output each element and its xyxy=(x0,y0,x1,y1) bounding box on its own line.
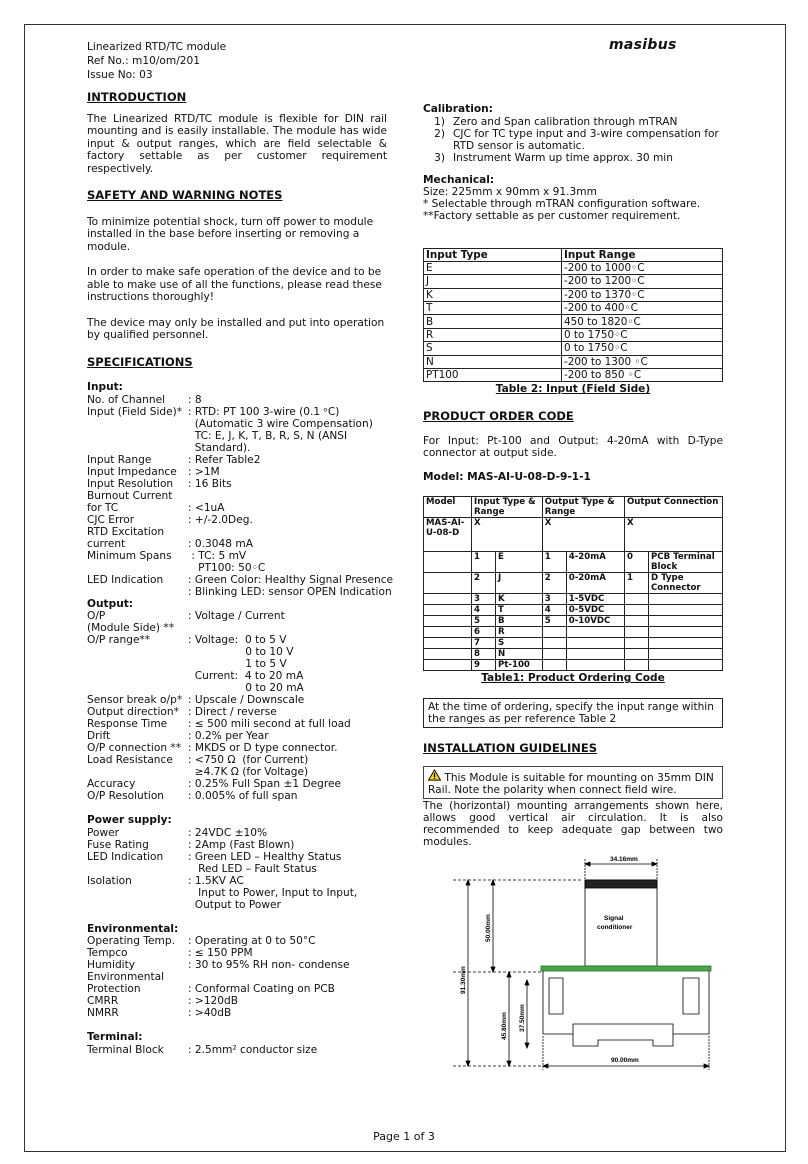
x-mark: X xyxy=(542,517,624,551)
dim-label: 90.00mm xyxy=(611,1057,639,1065)
power-heading: Power supply: xyxy=(87,814,172,827)
env-spec-list xyxy=(87,935,387,1019)
page-number: Page 1 of 3 xyxy=(373,1130,435,1143)
doc-issue: Issue No: 03 xyxy=(87,69,153,81)
dim-label: 91.30mm xyxy=(460,966,467,995)
module-label: conditioner xyxy=(597,924,633,932)
mechanical-heading: Mechanical: xyxy=(423,173,495,186)
spec-label: Input Impedance xyxy=(87,465,177,478)
mechanical-line: **Factory settable as per customer requirement. xyxy=(423,209,681,222)
spec-label: Protection xyxy=(87,983,141,996)
spec-label: Isolation xyxy=(87,874,132,887)
terminal-heading: Terminal: xyxy=(87,1031,143,1044)
spec-label: Input Resolution xyxy=(87,477,174,490)
spec-value: : Operating at 0 to 50°C xyxy=(188,935,316,948)
order-cell: 3 xyxy=(472,593,496,604)
masibus-logo: masibus xyxy=(609,37,677,53)
spec-value: : Refer Table2 xyxy=(188,453,261,466)
safety-p3: The device may only be installed and put into operation by qualified personnel. xyxy=(87,316,385,342)
spec-label: O/P range** xyxy=(87,634,151,647)
install-warning-text: This Module is suitable for mounting on 35mm DIN Rail. Note the polarity when connect field wire. xyxy=(428,772,714,797)
order-section xyxy=(423,410,723,729)
order-cell xyxy=(648,637,722,648)
spec-value xyxy=(188,622,387,634)
arrow xyxy=(507,1061,511,1066)
order-header: Model xyxy=(424,496,472,517)
order-cell xyxy=(542,626,566,637)
empty-cell xyxy=(424,626,472,637)
spec-label: No. of Channel xyxy=(87,393,166,406)
order-cell: 4 xyxy=(472,604,496,615)
spec-label: Tempco xyxy=(87,947,128,960)
order-code-table xyxy=(423,496,723,671)
spec-label: Burnout Current xyxy=(87,489,173,502)
spec-value: : Voltage / Current xyxy=(188,610,285,623)
order-cell: J xyxy=(496,572,543,593)
spec-value: : 2Amp (Fast Blown) xyxy=(188,838,295,851)
arrow xyxy=(507,972,511,977)
dim-label: 45.80mm xyxy=(501,1012,508,1041)
order-cell xyxy=(648,615,722,626)
order-header: Input Type & Range xyxy=(472,496,543,517)
output-heading: Output: xyxy=(87,597,134,610)
spec-value: : 2.5mm² conductor size xyxy=(188,1043,318,1056)
mechanical-line: Size: 225mm x 90mm x 91.3mm xyxy=(423,185,597,198)
mechanical-section xyxy=(423,174,723,222)
input-range-cell: 450 to 1820◦C xyxy=(562,315,723,328)
base-outline xyxy=(543,971,709,1034)
order-header: Output Connection xyxy=(624,496,722,517)
order-cell xyxy=(624,648,648,659)
order-heading: PRODUCT ORDER CODE xyxy=(423,408,574,423)
order-cell: Pt-100 xyxy=(496,659,543,670)
dim-label: 34.16mm xyxy=(610,856,638,864)
mounting-diagram xyxy=(423,854,723,1084)
spec-value: : 0.005% of full span xyxy=(188,790,298,803)
order-cell: 1 xyxy=(542,551,566,572)
spec-value: : +/-2.0Deg. xyxy=(188,513,253,526)
empty-cell xyxy=(424,637,472,648)
spec-label: Response Time xyxy=(87,718,168,731)
input-type-cell: K xyxy=(424,288,562,301)
spec-label: Drift xyxy=(87,730,111,743)
spec-value: : Direct / reverse xyxy=(188,706,277,719)
spec-value: : 16 Bits xyxy=(188,477,232,490)
input-range-cell: -200 to 1000◦C xyxy=(562,261,723,274)
input-type-cell: T xyxy=(424,302,562,315)
input-type-cell: J xyxy=(424,275,562,288)
spec-value: : <1uA xyxy=(188,501,225,514)
spec-label: Minimum Spans xyxy=(87,549,172,562)
calibration-section xyxy=(423,103,723,164)
order-cell xyxy=(566,659,624,670)
safety-section xyxy=(87,189,387,342)
spec-label: for TC xyxy=(87,501,119,514)
spec-value: : TC: 5 mV PT100: 50◦C xyxy=(191,549,266,574)
module-label: Signal xyxy=(604,915,624,923)
order-cell: 0 xyxy=(624,551,648,572)
input-range-cell: -200 to 1200◦C xyxy=(562,275,723,288)
table-row xyxy=(424,604,723,615)
spec-label: Load Resistance xyxy=(87,754,173,767)
table-row xyxy=(424,551,723,572)
order-cell: 0-5VDC xyxy=(566,604,624,615)
arrow xyxy=(525,1043,529,1048)
order-cell xyxy=(624,604,648,615)
input-spec-list xyxy=(87,393,394,598)
spec-label: Input (Field Side)* xyxy=(87,405,183,418)
arrow xyxy=(466,880,470,885)
order-text: For Input: Pt-100 and Output: 4-20mA with D-Type connector at output side. xyxy=(423,435,723,460)
empty-cell xyxy=(424,551,472,572)
empty-cell xyxy=(424,572,472,593)
rail-profile xyxy=(573,1034,673,1046)
order-cell: 5 xyxy=(472,615,496,626)
arrow xyxy=(652,862,657,866)
spec-value xyxy=(188,526,393,538)
order-cell: 1 xyxy=(624,572,648,593)
model-code-cell: MAS-AI-U-08-D xyxy=(424,517,472,551)
input-type-cell: N xyxy=(424,355,562,368)
empty-cell xyxy=(424,604,472,615)
safety-p2: In order to make safe operation of the device and to be able to make use of all the functions, please read these instructions thoroughly! xyxy=(87,266,382,304)
order-cell xyxy=(624,659,648,670)
calibration-item xyxy=(423,128,723,152)
empty-cell xyxy=(424,593,472,604)
order-cell xyxy=(542,648,566,659)
order-cell xyxy=(648,593,722,604)
input-range-table xyxy=(423,248,723,383)
table2-header: Input Range xyxy=(562,248,723,261)
calibration-number: 2) xyxy=(434,127,445,140)
table1-caption: Table1: Product Ordering Code xyxy=(481,671,665,684)
intro-heading: INTRODUCTION xyxy=(87,90,187,104)
order-cell xyxy=(624,615,648,626)
spec-label: LED Indication xyxy=(87,850,164,863)
install-warning xyxy=(423,766,723,799)
env-heading: Environmental: xyxy=(87,922,179,935)
order-cell: B xyxy=(496,615,543,626)
spec-label: Output direction* xyxy=(87,706,179,719)
order-cell xyxy=(566,648,624,659)
din-rail-top xyxy=(541,966,711,971)
spec-value: : <750 Ω (for Current) ≥4.7K Ω (for Voltage) xyxy=(188,754,309,779)
table-row xyxy=(424,355,723,368)
spec-label: Sensor break o/p* xyxy=(87,694,183,707)
spec-value: : >40dB xyxy=(188,1007,232,1020)
table-row xyxy=(424,593,723,604)
spec-value: : 8 xyxy=(188,393,202,406)
safety-heading: SAFETY AND WARNING NOTES xyxy=(87,188,283,203)
install-heading: INSTALLATION GUIDELINES xyxy=(423,741,598,756)
calibration-text: Instrument Warm up time approx. 30 min xyxy=(453,151,673,164)
spec-value: : 30 to 95% RH non- condense xyxy=(188,959,350,972)
order-cell xyxy=(542,637,566,648)
input-type-cell: PT100 xyxy=(424,369,562,382)
table2-header: Input Type xyxy=(424,248,562,261)
dim-label: 37.50mm xyxy=(519,1004,526,1033)
order-cell xyxy=(648,604,722,615)
table-row xyxy=(424,626,723,637)
input-range-cell: -200 to 400◦C xyxy=(562,302,723,315)
input-range-cell: -200 to 850 ◦C xyxy=(562,369,723,382)
order-cell: 5 xyxy=(542,615,566,626)
order-cell: E xyxy=(496,551,543,572)
install-text: The (horizontal) mounting arrangements shown here, allows good vertical air circulation. It is also recommended to keep adequate gap between two modules. xyxy=(423,800,723,849)
order-cell xyxy=(566,637,624,648)
input-heading: Input: xyxy=(87,381,123,394)
spec-label: Terminal Block xyxy=(87,1043,164,1056)
order-cell: PCB Terminal Block xyxy=(648,551,722,572)
order-cell xyxy=(566,626,624,637)
arrow xyxy=(525,980,529,985)
order-cell: 3 xyxy=(542,593,566,604)
input-type-cell: E xyxy=(424,261,562,274)
order-cell: 0-20mA xyxy=(566,572,624,593)
order-cell: R xyxy=(496,626,543,637)
arrow xyxy=(585,862,590,866)
specs-heading: SPECIFICATIONS xyxy=(87,354,193,369)
spec-label: Humidity xyxy=(87,959,136,972)
dim-label: 50.00mm xyxy=(485,914,492,943)
order-cell: 6 xyxy=(472,626,496,637)
input-range-cell: -200 to 1300 ◦C xyxy=(562,355,723,368)
order-cell: T xyxy=(496,604,543,615)
calibration-text: CJC for TC type input and 3-wire compensation for RTD sensor is automatic. xyxy=(453,127,719,152)
base-detail xyxy=(549,978,699,1014)
spec-value: : Voltage: 0 to 5 V 0 to 10 V 1 to 5 V Current: 4 to 20 mA 0 to 20 mA xyxy=(188,634,304,695)
table-row xyxy=(424,288,723,301)
input-type-cell: S xyxy=(424,342,562,355)
terminal-spec-list xyxy=(87,1044,387,1056)
mechanical-line: * Selectable through mTRAN configuration software. xyxy=(423,197,701,210)
order-cell xyxy=(624,637,648,648)
spec-value: : RTD: PT 100 3-wire (0.1 ᵒC) (Automatic 3 wire Compensation) TC: E, J, K, T, B, R, S, N (ANSI Standard). xyxy=(188,405,373,454)
spec-value: : 0.3048 mA xyxy=(188,537,253,550)
safety-p1: To minimize potential shock, turn off power to module installed in the base before inserting or removing a module. xyxy=(87,215,374,253)
spec-label: O/P Resolution xyxy=(87,790,165,803)
order-cell: 9 xyxy=(472,659,496,670)
table-row xyxy=(424,302,723,315)
arrow xyxy=(466,1061,470,1066)
order-cell: 1-5VDC xyxy=(566,593,624,604)
spec-value: : ≤ 500 mili second at full load xyxy=(188,718,351,731)
spec-label: Input Range xyxy=(87,453,152,466)
spec-label: NMRR xyxy=(87,1007,119,1020)
calibration-number: 3) xyxy=(434,151,445,164)
input-type-cell: R xyxy=(424,328,562,341)
order-model: Model: MAS-AI-U-08-D-9-1-1 xyxy=(423,471,591,484)
spec-value: : 1.5KV AC Input to Power, Input to Input, Output to Power xyxy=(188,874,358,911)
calibration-item xyxy=(423,116,723,128)
document-header xyxy=(87,40,226,82)
spec-label: Accuracy xyxy=(87,778,136,791)
spec-label: (Module Side) ** xyxy=(87,622,175,635)
order-cell: 4 xyxy=(542,604,566,615)
left-column xyxy=(87,90,394,1056)
spec-label: O/P xyxy=(87,610,106,623)
spec-value: : Green LED – Healthy Status Red LED – Fault Status xyxy=(188,850,342,875)
arrow xyxy=(543,1064,548,1068)
input-range-cell: 0 to 1750◦C xyxy=(562,328,723,341)
order-cell: 7 xyxy=(472,637,496,648)
output-spec-list xyxy=(87,610,387,802)
calibration-heading: Calibration: xyxy=(423,103,493,115)
spec-label: Environmental xyxy=(87,971,165,984)
order-cell xyxy=(542,659,566,670)
table-row xyxy=(424,369,723,382)
order-cell: 4-20mA xyxy=(566,551,624,572)
calibration-list xyxy=(423,116,723,164)
order-cell xyxy=(648,648,722,659)
spec-value xyxy=(188,971,387,983)
intro-section xyxy=(87,91,387,175)
specs-section xyxy=(87,354,394,1056)
warning-icon xyxy=(428,769,441,781)
order-cell: 2 xyxy=(472,572,496,593)
order-cell xyxy=(648,659,722,670)
order-cell: S xyxy=(496,637,543,648)
spec-label: Fuse Rating xyxy=(87,838,149,851)
order-cell xyxy=(624,626,648,637)
spec-value: : Conformal Coating on PCB xyxy=(188,983,335,996)
table-row xyxy=(424,315,723,328)
calibration-item xyxy=(423,152,723,164)
order-cell: 8 xyxy=(472,648,496,659)
x-mark: X xyxy=(472,517,543,551)
order-cell: 1 xyxy=(472,551,496,572)
spec-label: O/P connection ** xyxy=(87,742,181,755)
module-top-cap xyxy=(585,880,657,888)
table-row xyxy=(424,328,723,341)
spec-label: CJC Error xyxy=(87,513,135,526)
spec-label: RTD Excitation xyxy=(87,525,165,538)
table2-caption: Table 2: Input (Field Side) xyxy=(495,383,651,396)
input-type-cell: B xyxy=(424,315,562,328)
order-cell: 2 xyxy=(542,572,566,593)
spec-value: : 0.2% per Year xyxy=(188,730,269,743)
spec-value: : >1M xyxy=(188,465,220,478)
spec-value: : MKDS or D type connector. xyxy=(188,742,338,755)
table-row xyxy=(424,615,723,626)
x-mark: X xyxy=(624,517,722,551)
spec-value: : Upscale / Downscale xyxy=(188,694,305,707)
order-cell: K xyxy=(496,593,543,604)
empty-cell xyxy=(424,615,472,626)
spec-value: : ≤ 150 PPM xyxy=(188,947,253,960)
order-note: At the time of ordering, specify the input range within the ranges as per reference Table 2 xyxy=(423,698,723,728)
calibration-text: Zero and Span calibration through mTRAN xyxy=(453,115,678,128)
right-column xyxy=(423,103,723,1084)
doc-ref: Ref No.: m10/om/201 xyxy=(87,55,200,67)
table-row xyxy=(424,261,723,274)
power-spec-list xyxy=(87,827,387,911)
spec-value: : 24VDC ±10% xyxy=(188,826,268,839)
spec-value: : Green Color: Healthy Signal Presence : Blinking LED: sensor OPEN Indication xyxy=(188,573,394,598)
order-cell: N xyxy=(496,648,543,659)
table-row xyxy=(424,342,723,355)
order-header: Output Type & Range xyxy=(542,496,624,517)
table-row xyxy=(424,648,723,659)
input-range-cell: 0 to 1750◦C xyxy=(562,342,723,355)
spec-label: Operating Temp. xyxy=(87,935,175,948)
arrow xyxy=(704,1064,709,1068)
order-cell xyxy=(648,626,722,637)
spec-value: : 0.25% Full Span ±1 Degree xyxy=(188,778,342,791)
intro-text: The Linearized RTD/TC module is flexible for DIN rail mounting and is easily installable. The module has wide input & output ranges, which are field selectable & factory settable as per customer requirement respectively. xyxy=(87,112,387,175)
table-row xyxy=(424,275,723,288)
table-row xyxy=(424,659,723,670)
empty-cell xyxy=(424,648,472,659)
spec-label: LED Indication xyxy=(87,573,164,586)
spec-value: : >120dB xyxy=(188,995,239,1008)
spec-value xyxy=(188,490,393,502)
arrow xyxy=(491,880,495,885)
order-cell: D Type Connector xyxy=(648,572,722,593)
order-cell: 0-10VDC xyxy=(566,615,624,626)
input-range-cell: -200 to 1370◦C xyxy=(562,288,723,301)
spec-label: current xyxy=(87,537,126,550)
arrow xyxy=(491,967,495,972)
calibration-number: 1) xyxy=(434,115,445,128)
signal-conditioner-module xyxy=(585,880,657,966)
install-section xyxy=(423,742,723,1084)
doc-title: Linearized RTD/TC module xyxy=(87,41,227,53)
empty-cell xyxy=(424,659,472,670)
table-row xyxy=(424,572,723,593)
spec-label: CMRR xyxy=(87,995,119,1008)
spec-label: Power xyxy=(87,826,120,839)
table-row xyxy=(424,637,723,648)
order-cell xyxy=(624,593,648,604)
